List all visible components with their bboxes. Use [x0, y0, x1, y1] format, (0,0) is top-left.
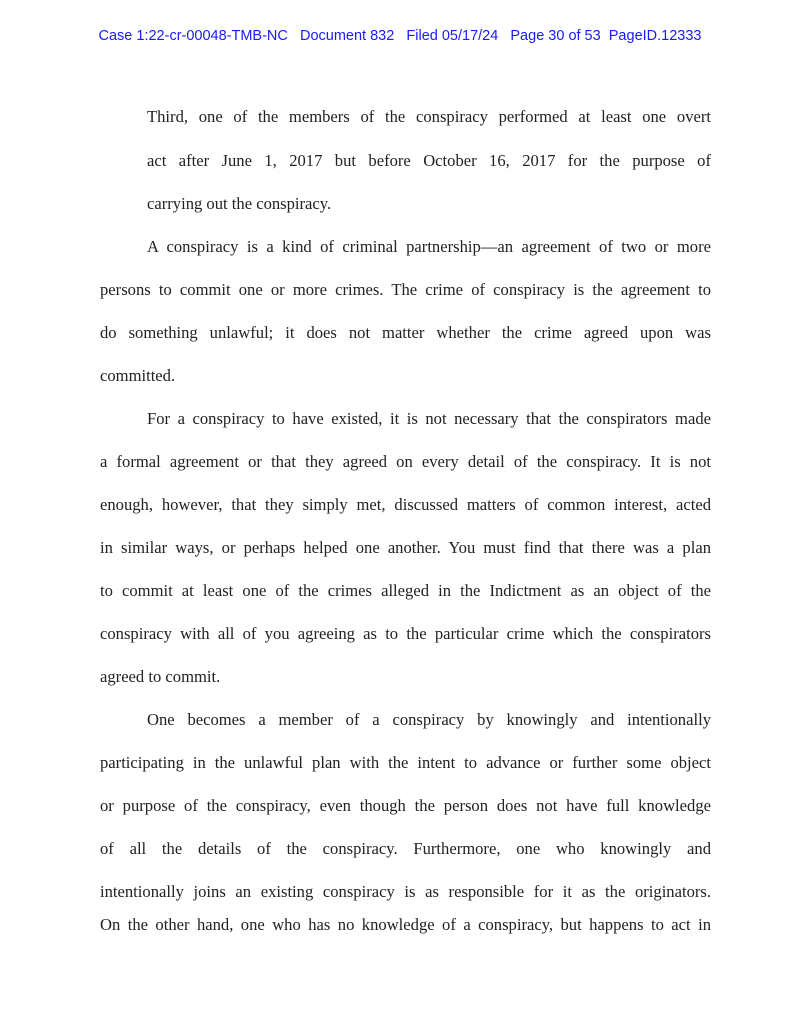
- text-line: do something unlawful; it does not matter whether the crime agreed upon was: [100, 323, 711, 342]
- filed-date: Filed 05/17/24: [406, 28, 499, 44]
- text-line: For a conspiracy to have existed, it is not necessary that the conspirators made: [147, 409, 711, 428]
- ecf-filing-header: [0, 28, 800, 44]
- text-line: carrying out the conspiracy.: [147, 194, 332, 213]
- text-line: a formal agreement or that they agreed on every detail of the conspiracy. It is not: [100, 452, 711, 471]
- text-line: intentionally joins an existing conspiracy is as responsible for it as the originators.: [100, 882, 711, 901]
- text-line: A conspiracy is a kind of criminal partnership—an agreement of two or more: [147, 237, 711, 256]
- page-count: Page 30 of 53: [510, 28, 601, 44]
- text-line: act after June 1, 2017 but before October 16, 2017 for the purpose of: [147, 151, 711, 170]
- text-line: committed.: [100, 366, 176, 385]
- document-number: Document 832: [299, 28, 395, 44]
- text-line: or purpose of the conspiracy, even though the person does not have full knowledge: [100, 796, 711, 815]
- text-line: enough, however, that they simply met, discussed matters of common interest, acted: [100, 495, 711, 514]
- text-line: of all the details of the conspiracy. Furthermore, one who knowingly and: [100, 839, 711, 858]
- text-line: conspiracy with all of you agreeing as to the particular crime which the conspirators: [100, 624, 711, 643]
- text-line: Third, one of the members of the conspiracy performed at least one overt: [147, 107, 711, 126]
- text-line: One becomes a member of a conspiracy by knowingly and intentionally: [147, 710, 711, 729]
- text-line: participating in the unlawful plan with the intent to advance or further some object: [100, 753, 711, 772]
- text-line: persons to commit one or more crimes. The crime of conspiracy is the agreement to: [100, 280, 711, 299]
- case-number: Case 1:22-cr-00048-TMB-NC: [98, 28, 288, 44]
- text-line: agreed to commit.: [100, 667, 221, 686]
- page-id: PageID.12333: [608, 28, 702, 44]
- text-line: On the other hand, one who has no knowledge of a conspiracy, but happens to act in: [100, 915, 711, 934]
- text-line: to commit at least one of the crimes alleged in the Indictment as an object of the: [100, 581, 711, 600]
- text-line: in similar ways, or perhaps helped one another. You must find that there was a plan: [100, 538, 711, 557]
